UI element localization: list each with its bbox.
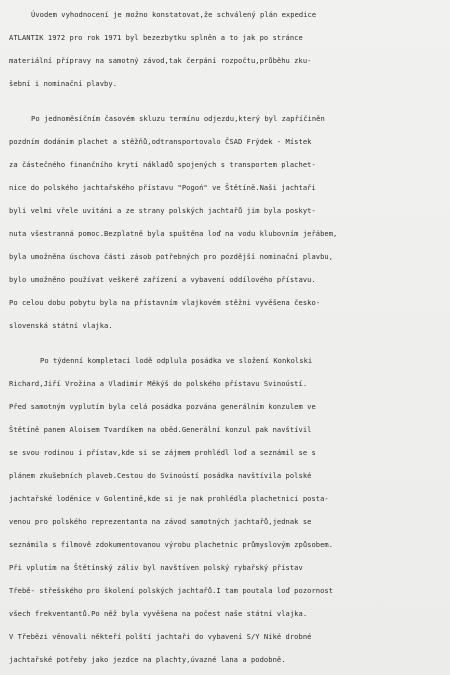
text-line: byla umožněna úschova části zásob potřebných pro pozdější nominační plavbu, [9,252,334,261]
text-line: nuta všestranná pomoc.Bezplatně byla spuštěna loď na vodu klubovním jeřábem, [9,229,338,238]
text-line: V Třebězi věnovali někteří polští jachtaři do vybavení S/Y Niké drobné [9,632,312,641]
text-line: byli velmi vřele uvítáni a ze strany polských jachtařů jim byla poskyt- [9,206,316,215]
text-line: Při vplutím na Štětínský záliv byl navštíven polský rybařský přístav [9,563,303,572]
text-line: šební i nominační plavby. [9,79,118,88]
text-line: Po celou dobu pobytu byla na přístavním vlajkovém stěžni vyvěšena česko- [9,298,321,307]
text-line: nice do polského jachtařského přístavu "Pogoń" ve Štětíně.Naši jachtaři [9,183,316,192]
text-line: plánem zkušebních plaveb.Cestou do Svinoústí posádka navštívila polské [9,471,312,480]
text-line: Richard,Jiří Vrožina a Vladimír Měkýš do polského přístavu Svinoústí. [9,379,308,388]
text-line: ATLANTIK 1972 pro rok 1971 byl bezezbytku splněn a to jak po stránce [9,33,303,42]
text-line: Úvodem vyhodnocení je možno konstatovat,že schválený plán expedice [31,10,317,19]
text-line: materiální přípravy na samotný závod,tak čerpání rozpočtu,průběhu zku- [9,56,312,65]
text-line: jachtařské potřeby jako jezdce na plachty,úvazné lana a podobně. [9,655,286,664]
text-line: Třebě- střešského pro školení polských jachtařů.I tam poutala loď pozornost [9,586,334,595]
text-line: bylo umožněno používat veškeré zařízení a vybavení oddílového přístavu. [9,275,316,284]
text-line: Po týdenní kompletaci lodě odplula posádka ve složení Konkolski [40,356,313,365]
text-line: slovenská státní vlajka. [9,321,113,330]
text-line: za částečného finančního krytí nákladů spojených s transportem plachet- [9,160,316,169]
text-line: Před samotným vyplutím byla celá posádka pozvána generálním konzulem ve [9,402,316,411]
text-line: seznámila s filmově zdokumentovanou výrobu plachetnic průmyslovým způsobem. [9,540,334,549]
text-line: se svou rodinou i přístav,kde si se zájmem prohlédl loď a seznámil se s [9,448,316,457]
text-line: všech frekventantů.Po něž byla vyvěšena na počest naše státní vlajka. [9,609,308,618]
text-line: jachtařské loděnice v Golentině,kde si je nak prohlédla plachetnici posta- [9,494,329,503]
text-line: Po jednoměsíčním časovém skluzu termínu odjezdu,který byl zapříčiněn [31,114,325,123]
text-line: Štětíně panem Aloisem Tvardíkem na oběd.Generální konzul pak navštívil [9,425,312,434]
text-line: venou pro polského reprezentanta na závod samotných jachtařů,jednak se [9,517,312,526]
text-line: pozdním dodáním plachet a stěžňů,odtransportovalo ČSAD Frýdek - Místek [9,137,312,146]
